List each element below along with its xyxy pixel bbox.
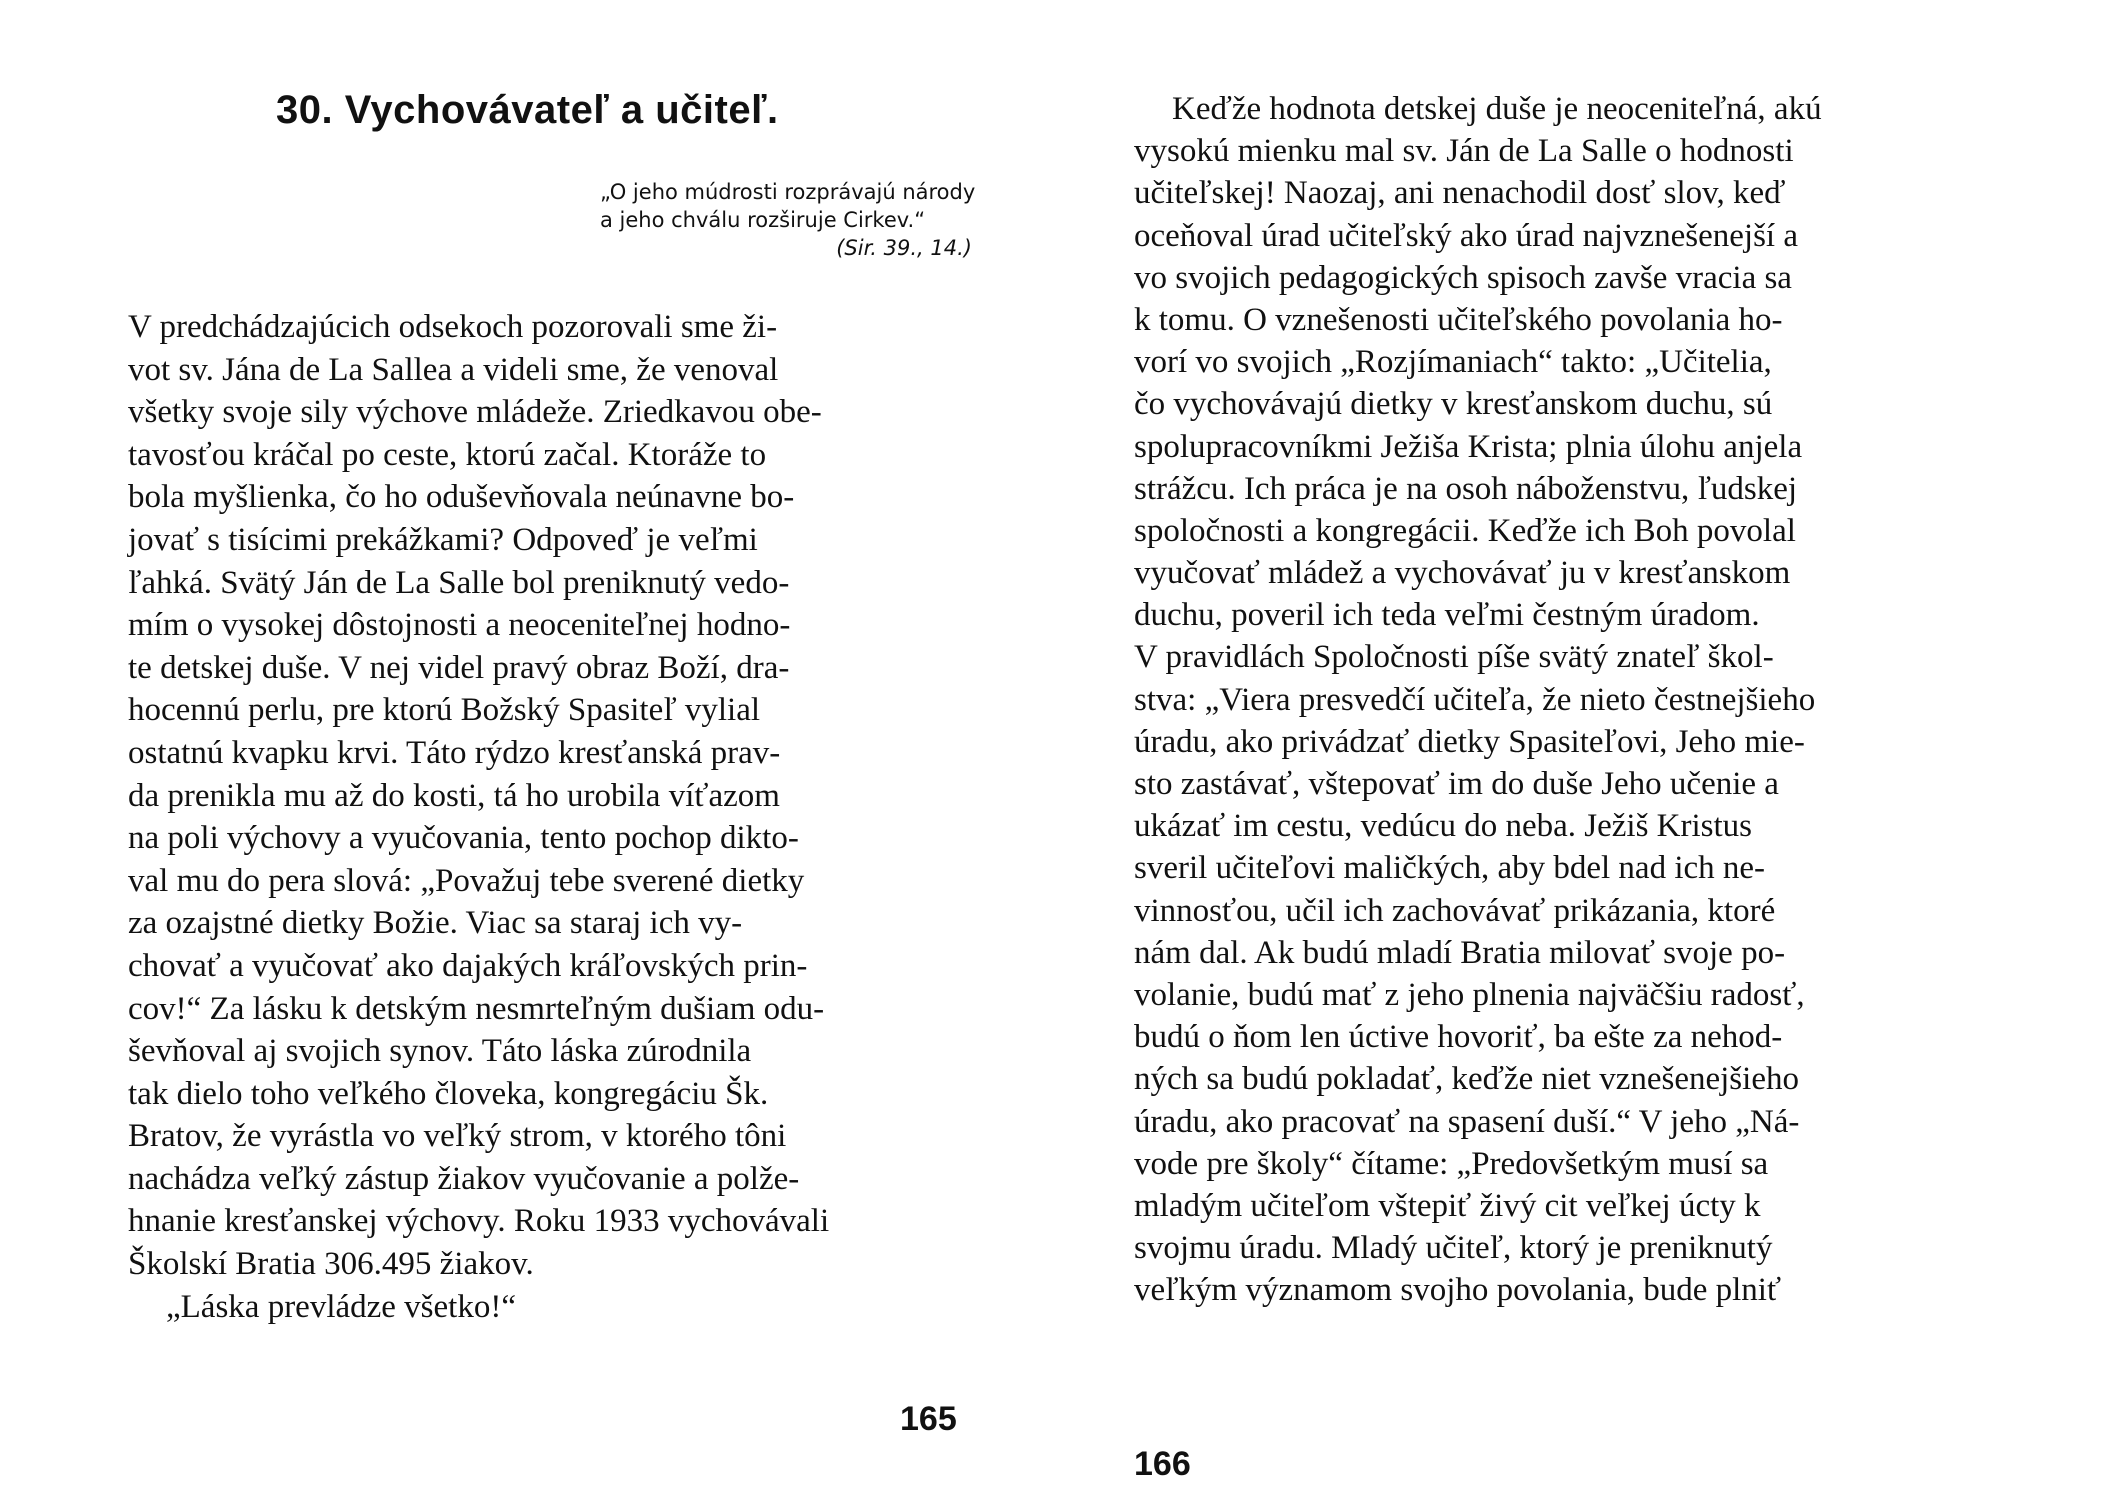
text-line: vo svojich pedagogických spisoch zavše vracia sa xyxy=(1134,259,1792,296)
text-line: Keďže hodnota detskej duše je neoceniteľná, akú xyxy=(1172,91,1822,127)
text-line: mím o vysokej dôstojnosti a neoceniteľnej hodno- xyxy=(128,607,791,644)
text-line: hocennú perlu, pre ktorú Božský Spasiteľ vylial xyxy=(128,692,761,729)
text-line: nachádza veľký zástup žiakov vyučovanie a polže- xyxy=(128,1160,800,1197)
body-text xyxy=(128,306,960,1328)
text-line: duchu, poveril ich teda veľmi čestným úradom. xyxy=(1134,597,1760,634)
motto-quote xyxy=(600,178,1000,262)
text-line: k tomu. O vznešenosti učiteľského povolania ho- xyxy=(1134,301,1783,338)
right-page xyxy=(1054,0,2108,1500)
text-line: cov!“ Za lásku k detským nesmrteľným dušiam odu- xyxy=(128,990,825,1027)
text-line: ostatnú kvapku krvi. Táto rýdzo kresťanská prav- xyxy=(128,734,781,771)
text-line: ľahká. Svätý Ján de La Salle bol preniknutý vedo- xyxy=(128,564,790,601)
chapter-title: 30. Vychovávateľ a učiteľ. xyxy=(276,88,779,132)
left-page xyxy=(0,0,1040,1500)
text-line: tak dielo toho veľkého človeka, kongregáciu Šk. xyxy=(128,1075,769,1112)
text-line: mladým učiteľom vštepiť živý cit veľkej úcty k xyxy=(1134,1187,1761,1224)
motto-citation: (Sir. 39., 14.) xyxy=(836,236,972,260)
text-line: „Láska prevládze všetko!“ xyxy=(166,1288,516,1325)
text-line: hnanie kresťanskej výchovy. Roku 1933 vychovávali xyxy=(128,1203,830,1240)
text-line: vinnosťou, učil ich zachovávať prikázania, ktoré xyxy=(1134,892,1776,929)
text-line: spoločnosti a kongregácii. Keďže ich Boh povolal xyxy=(1134,512,1796,549)
text-line: vyučovať mládež a vychovávať ju v kresťanskom xyxy=(1134,555,1791,592)
text-line: budú o ňom len úctive hovoriť, ba ešte za nehod- xyxy=(1134,1019,1783,1056)
text-line: vorí vo svojich „Rozjímaniach“ takto: „Učitelia, xyxy=(1134,344,1772,381)
text-line: ševňoval aj svojich synov. Táto láska zúrodnila xyxy=(128,1033,752,1070)
text-line: úradu, ako privádzať dietky Spasiteľovi, Jeho mie- xyxy=(1134,723,1805,760)
text-line: nám dal. Ak budú mladí Bratia milovať svoje po- xyxy=(1134,934,1786,971)
text-line: Bratov, že vyrástla vo veľký strom, v ktorého tôni xyxy=(128,1118,787,1155)
text-line: oceňoval úrad učiteľský ako úrad najvznešenejší a xyxy=(1134,217,1798,254)
text-line: strážcu. Ich práca je na osoh náboženstvu, ľudskej xyxy=(1134,470,1798,507)
text-line: V predchádzajúcich odsekoch pozorovali sme ži- xyxy=(128,309,778,345)
text-line: volanie, budú mať z jeho plnenia najväčšiu radosť, xyxy=(1134,976,1805,1013)
text-line: spolupracovníkmi Ježiša Krista; plnia úlohu anjela xyxy=(1134,428,1803,465)
text-line: za ozajstné dietky Božie. Viac sa staraj ich vy- xyxy=(128,905,743,942)
text-line: V pravidlách Spoločnosti píše svätý znateľ škol- xyxy=(1134,639,1774,676)
page-number: 166 xyxy=(1134,1445,1191,1483)
text-line: tavosťou kráčal po ceste, ktorú začal. Ktoráže to xyxy=(128,436,767,473)
page-number: 165 xyxy=(900,1400,957,1438)
text-line: bola myšlienka, čo ho oduševňovala neúnavne bo- xyxy=(128,479,795,516)
text-line: čo vychovávajú dietky v kresťanskom duchu, sú xyxy=(1134,386,1773,423)
text-line: učiteľskej! Naozaj, ani nenachodil dosť slov, keď xyxy=(1134,175,1786,212)
text-line: vot sv. Jána de La Sallea a videli sme, že venoval xyxy=(128,351,779,388)
text-line: stva: „Viera presvedčí učiteľa, že nieto čestnejšieho xyxy=(1134,681,1816,718)
text-line: svojmu úradu. Mladý učiteľ, ktorý je preniknutý xyxy=(1134,1230,1773,1267)
text-line: úradu, ako pracovať na spasení duší.“ V jeho „Ná- xyxy=(1134,1103,1800,1140)
text-line: te detskej duše. V nej videl pravý obraz Boží, dra- xyxy=(128,649,790,686)
text-line: da prenikla mu až do kosti, tá ho urobila víťazom xyxy=(128,777,780,814)
text-line: jovať s tisícimi prekážkami? Odpoveď je veľmi xyxy=(128,521,758,558)
text-line: chovať a vyučovať ako dajakých kráľovských prin- xyxy=(128,947,808,984)
text-line: vysokú mienku mal sv. Ján de La Salle o hodnosti xyxy=(1134,133,1794,170)
text-line: veľkým významom svojho povolania, bude plniť xyxy=(1134,1272,1782,1309)
motto-line: a jeho chválu rozširuje Cirkev.“ xyxy=(600,208,926,232)
text-line: Školskí Bratia 306.495 žiakov. xyxy=(128,1246,534,1283)
text-line: ných sa budú pokladať, keďže niet vznešenejšieho xyxy=(1134,1061,1799,1098)
text-line: val mu do pera slová: „Považuj tebe sverené dietky xyxy=(128,862,805,899)
text-line: sveril učiteľovi maličkých, aby bdel nad ich ne- xyxy=(1134,850,1766,887)
motto-line: „O jeho múdrosti rozprávajú národy xyxy=(600,180,976,204)
body-text xyxy=(1134,88,2014,1311)
text-line: sto zastávať, vštepovať im do duše Jeho učenie a xyxy=(1134,766,1779,802)
text-line: všetky svoje sily výchove mládeže. Zriedkavou obe- xyxy=(128,394,822,431)
text-line: na poli výchovy a vyučovania, tento pochop dikto- xyxy=(128,820,799,857)
text-line: vode pre školy“ čítame: „Predovšetkým musí sa xyxy=(1134,1145,1769,1182)
text-line: ukázať im cestu, vedúcu do neba. Ježiš Kristus xyxy=(1134,808,1753,845)
